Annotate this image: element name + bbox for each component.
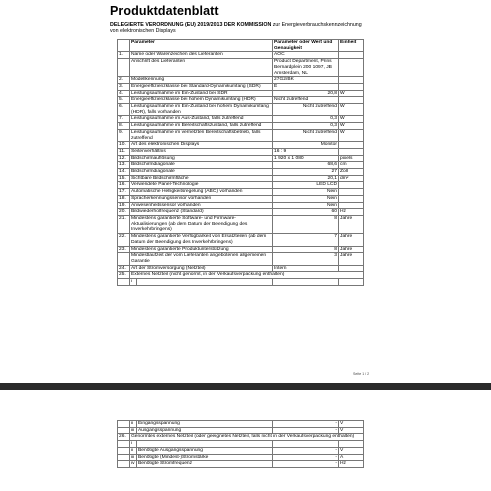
row-number: 3. [118, 83, 130, 90]
row-unit: Jahre [339, 234, 364, 246]
table-row [118, 246, 364, 253]
row-number: 9. [118, 129, 130, 141]
row-parameter: Energieeffizienzklasse bei Standard-Dynamikumfang (SDR) [130, 83, 273, 90]
row-value: 8 [273, 215, 339, 233]
row-value: 20,8 [273, 90, 339, 97]
row-parameter: Bildwiederholfrequenz (Standard) [130, 209, 273, 216]
row-parameter: Benötigte (Mindest-)Stromstärke [137, 454, 273, 461]
table-row [118, 447, 364, 454]
row-value: Nein [273, 202, 339, 209]
row-value: 8 [273, 246, 339, 253]
row-unit: V [339, 427, 364, 434]
row-unit: W [339, 90, 364, 97]
row-unit: cm [339, 162, 364, 169]
row-value [273, 441, 339, 448]
row-number: 7. [118, 116, 130, 123]
row-parameter: Mindestlaufzeit der vom Lieferanten angebotenen allgemeinen Garantie [130, 253, 273, 265]
row-number: 12. [118, 155, 130, 162]
row-parameter: Mindestens garantierte Verfügbarkeit von Ersatzteilen (ab dem Datum der Beendigung des Inverkehrbringens) [130, 234, 273, 246]
row-parameter: Art des elektronischen Displays [130, 142, 273, 149]
row-unit: A [339, 454, 364, 461]
row-value: Monitor [273, 142, 339, 149]
table-row [118, 189, 364, 196]
row-unit [339, 195, 364, 202]
table-row [118, 279, 364, 286]
row-subindex: iii [130, 454, 137, 461]
table-row [118, 77, 364, 84]
row-number [118, 59, 130, 77]
table-row [118, 59, 364, 77]
row-number: 17. [118, 189, 130, 196]
row-number [118, 461, 130, 468]
row-parameter: Art der Stromversorgung (Netzteil) [130, 265, 273, 272]
table-row [118, 427, 364, 434]
row-number: 6. [118, 104, 130, 116]
table-row [118, 83, 364, 90]
row-parameter: Benötigte Stromfrequenz [137, 461, 273, 468]
row-unit [339, 52, 364, 59]
row-value: 20,1 [273, 175, 339, 182]
table-row [118, 142, 364, 149]
row-parameter: Genormtes externes Netzteil (oder geeignetes Netzteil, falls nicht in der Verkaufsverpackung enthalten) [130, 434, 364, 441]
row-value: AOC [273, 52, 339, 59]
table-header-row [118, 40, 364, 52]
row-number: 20. [118, 209, 130, 216]
row-number [118, 454, 130, 461]
row-number: 24. [118, 265, 130, 272]
row-unit: V [339, 447, 364, 454]
row-parameter: Spracherkennungssensor vorhanden [130, 195, 273, 202]
row-number: 16. [118, 182, 130, 189]
row-value: - [273, 461, 339, 468]
table-row [118, 202, 364, 209]
row-parameter: Bildschirmauflösung [130, 155, 273, 162]
row-value: E [273, 83, 339, 90]
product-data-table [117, 39, 364, 286]
row-unit [339, 59, 364, 77]
row-value [273, 279, 339, 286]
row-number [118, 421, 130, 428]
row-number [118, 253, 130, 265]
row-unit: Jahre [339, 253, 364, 265]
header-unit: Einheit [339, 40, 364, 52]
row-number: 8. [118, 123, 130, 130]
header-parameter: Parameter [130, 40, 273, 52]
table-row [118, 182, 364, 189]
row-number: 11. [118, 148, 130, 155]
row-parameter: Verwendete Panel-Technologie [130, 182, 273, 189]
row-unit [339, 97, 364, 104]
page-divider [0, 383, 491, 390]
table-row [118, 162, 364, 169]
row-subindex: i [130, 279, 137, 286]
row-value: Nein [273, 195, 339, 202]
row-unit: Hz [339, 461, 364, 468]
table-row [118, 129, 364, 141]
table-row [118, 272, 364, 279]
row-parameter: Leistungsaufnahme im Ein-Zustand bei SDR [130, 90, 273, 97]
row-value: - [273, 454, 339, 461]
row-number: 18. [118, 195, 130, 202]
row-value: - [273, 427, 339, 434]
row-value: Nicht zutreffend [273, 97, 339, 104]
row-value: 27G2/BK [273, 77, 339, 84]
page-number: Seite 1 / 2 [353, 372, 370, 376]
row-value: - [273, 447, 339, 454]
row-value: 0,3 [273, 116, 339, 123]
row-unit: W [339, 104, 364, 116]
row-number: 4. [118, 90, 130, 97]
table-row [118, 116, 364, 123]
table-row [118, 234, 364, 246]
row-number [118, 441, 130, 448]
row-unit: V [339, 421, 364, 428]
table-row [118, 209, 364, 216]
row-value: 60 [273, 209, 339, 216]
row-parameter: Ausgangsspannung [137, 427, 273, 434]
table-row [118, 104, 364, 116]
table-row [118, 169, 364, 176]
row-value: 1 920 x 1 080 [273, 155, 339, 162]
row-parameter: Anwesenheitssensor vorhanden [130, 202, 273, 209]
row-parameter: Externes Netzteil (nicht genormt, in der Verkaufsverpackung enthalten) [130, 272, 364, 279]
row-parameter: Benötigte Ausgangsspannung [137, 447, 273, 454]
product-data-table-continued [117, 420, 364, 468]
row-unit [339, 189, 364, 196]
row-value: - [273, 421, 339, 428]
row-value: Nicht zutreffend [273, 104, 339, 116]
row-unit [339, 148, 364, 155]
table-row [118, 454, 364, 461]
row-unit: W [339, 123, 364, 130]
row-subindex: i [130, 441, 137, 448]
row-unit: Hz [339, 209, 364, 216]
row-parameter: Seitenverhältnis [130, 148, 273, 155]
row-number: 15. [118, 175, 130, 182]
row-parameter: Eingangsspannung [137, 421, 273, 428]
row-parameter: Modellkennung [130, 77, 273, 84]
row-unit: Jahre [339, 246, 364, 253]
row-parameter: Sichtbare Bildschirmfläche [130, 175, 273, 182]
row-unit [339, 202, 364, 209]
table-row [118, 195, 364, 202]
row-unit: dm² [339, 175, 364, 182]
row-number: 23. [118, 246, 130, 253]
header-number [118, 40, 130, 52]
table-row [118, 461, 364, 468]
document-subtitle [110, 22, 370, 34]
row-unit: pixels [339, 155, 364, 162]
row-value: Intern [273, 265, 339, 272]
row-value: 3 [273, 253, 339, 265]
row-subindex: iii [130, 427, 137, 434]
table-row [118, 434, 364, 441]
table-row [118, 155, 364, 162]
row-subindex: ii [130, 447, 137, 454]
row-unit: Zoll [339, 169, 364, 176]
header-value: Parameter oder Wert und Genauigkeit [273, 40, 339, 52]
row-number: 19. [118, 202, 130, 209]
row-number [118, 279, 130, 286]
row-number: 2. [118, 77, 130, 84]
row-unit [339, 182, 364, 189]
row-parameter [137, 279, 273, 286]
row-unit [339, 142, 364, 149]
row-parameter: Leistungsaufnahme im vernetzten Bereitschaftsbetrieb, falls zutreffend [130, 129, 273, 141]
row-subindex: iv [131, 461, 135, 467]
row-value: 68,6 [273, 162, 339, 169]
table-row [118, 90, 364, 97]
row-value: 16 : 9 [273, 148, 339, 155]
row-unit: Jahre [339, 215, 364, 233]
row-value: 7 [273, 234, 339, 246]
table-row [118, 52, 364, 59]
row-value: 0,3 [273, 123, 339, 130]
row-number: 5. [118, 97, 130, 104]
row-parameter: Bildschirmdiagonale [130, 169, 273, 176]
row-value: Product Department, Prins Bernardplein 200 1097, JB Amsterdam, NL [273, 59, 339, 77]
table-row [118, 441, 364, 448]
table-row [118, 253, 364, 265]
row-value: Nein [273, 189, 339, 196]
row-number: 14. [118, 169, 130, 176]
row-number: 26. [118, 434, 130, 441]
row-number: 21. [118, 215, 130, 233]
table-row [118, 123, 364, 130]
document-title: Produktdatenblatt [110, 4, 219, 18]
table-row [118, 175, 364, 182]
row-parameter: Leistungsaufnahme im Ein-Zustand bei hohem Dynamikumfang (HDR), falls vorhanden [130, 104, 273, 116]
regulation-description: zur Energieverbrauchskennzeichnung von elektronischen Displays [110, 22, 362, 35]
table-row [118, 148, 364, 155]
row-parameter: Automatische Helligkeitsregelung (ABC) vorhanden [130, 189, 273, 196]
row-unit [339, 83, 364, 90]
row-parameter [137, 441, 273, 448]
row-number: 1. [118, 52, 130, 59]
table-row [118, 97, 364, 104]
row-unit: W [339, 129, 364, 141]
row-value: LED LCD [273, 182, 339, 189]
row-value: 27 [273, 169, 339, 176]
row-parameter: Anschrift des Lieferanten [130, 59, 273, 77]
row-number [118, 447, 130, 454]
row-parameter: Mindestens garantierte Software- und Firmware-Aktualisierungen (ab dem Datum der Beendigung des Inverkehrbringens) [130, 215, 273, 233]
row-number: 10. [118, 142, 130, 149]
row-number: 13. [118, 162, 130, 169]
table-row [118, 265, 364, 272]
row-subindex: ii [130, 421, 137, 428]
row-unit [339, 441, 364, 448]
row-unit [339, 265, 364, 272]
row-parameter: Energieeffizienzklasse bei hohem Dynamikumfang (HDR) [130, 97, 273, 104]
row-unit: W [339, 116, 364, 123]
row-parameter: Leistungsaufnahme im Bereitschaftszustand, falls zutreffend [130, 123, 273, 130]
row-parameter: Leistungsaufnahme im Aus-Zustand, falls zutreffend [130, 116, 273, 123]
row-unit [339, 77, 364, 84]
table-row [118, 421, 364, 428]
row-number: 22. [118, 234, 130, 246]
row-number: 25. [118, 272, 130, 279]
row-number [118, 427, 130, 434]
row-parameter: Name oder Warenzeichen des Lieferanten [130, 52, 273, 59]
regulation-reference: DELEGIERTE VERORDNUNG (EU) 2019/2013 DER KOMMISSION [110, 22, 272, 28]
row-parameter: Bildschirmdiagonale [130, 162, 273, 169]
table-row [118, 215, 364, 233]
row-value: Nicht zutreffend [273, 129, 339, 141]
row-parameter: Mindestens garantierte Produktunterstützung [130, 246, 273, 253]
row-unit [339, 279, 364, 286]
